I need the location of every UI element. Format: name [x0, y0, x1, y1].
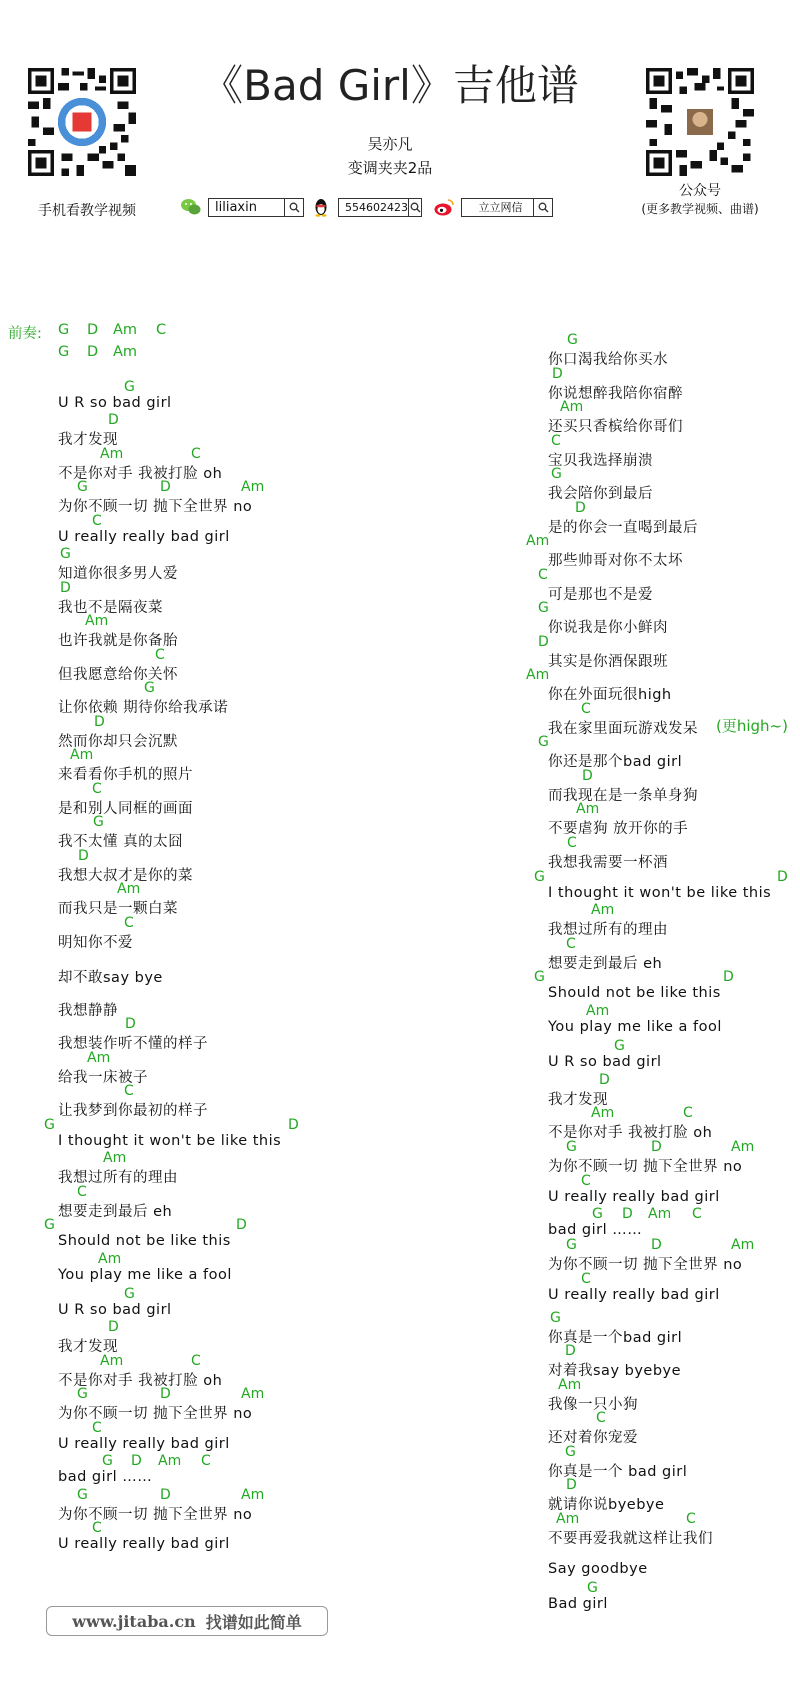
chord-label: C	[201, 1453, 211, 1469]
chord-label: C	[538, 567, 548, 583]
site-badge[interactable]	[46, 1606, 328, 1636]
capo-note: 变调夹夹2品	[347, 159, 433, 177]
chord-label: D	[60, 580, 71, 596]
chord-label: Am	[70, 747, 94, 763]
chord-label: Am	[591, 1105, 615, 1121]
weibo-contact	[433, 197, 553, 217]
lyric-line: 你说我是你小鲜肉	[548, 620, 668, 636]
lyric-line: 你还是那个bad girl	[548, 754, 683, 770]
lyric-line: 不要再爱我就这样让我们	[548, 1531, 713, 1547]
lyric-line: 是的你会一直喝到最后	[548, 520, 698, 536]
qr-code-left[interactable]	[28, 68, 136, 176]
chord-label: Am	[556, 1511, 580, 1527]
qq-id: 554602423	[345, 200, 408, 214]
qr-code-right[interactable]	[646, 68, 754, 176]
chord-label: G	[550, 1310, 561, 1326]
chord-label: C	[692, 1206, 702, 1222]
lyric-line: 那些帅哥对你不太坏	[548, 553, 683, 569]
lyric-line: 想要走到最后 eh	[58, 1204, 173, 1220]
intro-chord: C	[156, 322, 167, 338]
lyric-line: bad girl ……	[548, 1222, 643, 1238]
lyric-line: 然而你却只会沉默	[58, 734, 178, 750]
chord-label: Am	[558, 1377, 582, 1393]
chord-label: D	[565, 1343, 576, 1359]
chord-label: D	[131, 1453, 142, 1469]
lyric-line: 我在家里面玩游戏发呆	[548, 721, 698, 737]
lyric-line: 你真是一个 bad girl	[548, 1464, 688, 1480]
chord-label: Am	[731, 1139, 755, 1155]
artist-name: 吴亦凡	[367, 135, 413, 153]
chord-label: D	[566, 1477, 577, 1493]
chord-label: Am	[731, 1237, 755, 1253]
chord-label: Am	[560, 399, 584, 415]
chord-label: C	[683, 1105, 693, 1121]
chord-label: D	[125, 1016, 136, 1032]
chord-label: D	[94, 714, 105, 730]
chord-label: D	[160, 1386, 171, 1402]
chord-label: C	[124, 915, 134, 931]
lyric-line: U really really bad girl	[548, 1287, 720, 1303]
chord-label: C	[567, 835, 577, 851]
weibo-id-box[interactable]	[461, 198, 553, 217]
chord-label: D	[582, 768, 593, 784]
wechat-id-box[interactable]	[208, 198, 304, 217]
lyric-line: 但我愿意给你关怀	[58, 667, 178, 683]
chord-label: G	[565, 1444, 576, 1460]
chord-label: D	[651, 1139, 662, 1155]
lyric-line: 也许我就是你备胎	[58, 633, 178, 649]
qq-penguin-icon	[310, 197, 332, 217]
lyric-line: Bad girl	[548, 1596, 608, 1612]
lyric-line: U R so bad girl	[58, 395, 172, 411]
lyric-line: 我会陪你到最后	[548, 486, 653, 502]
lyric-line: 却不敢say bye	[58, 970, 163, 986]
lyric-line: 我才发现	[58, 432, 118, 448]
lyric-line: 其实是你酒保跟班	[548, 654, 668, 670]
chord-label: G	[102, 1453, 113, 1469]
lyric-line: 来看看你手机的照片	[58, 767, 193, 783]
lyric-line: Should not be like this	[58, 1233, 231, 1249]
chord-label: Am	[241, 1487, 265, 1503]
lyric-line: 为你不顾一切 抛下全世界 no	[58, 1406, 253, 1422]
lyric-line: U really really bad girl	[58, 1436, 230, 1452]
lyric-line: 而我只是一颗白菜	[58, 901, 178, 917]
lyric-line: 我想大叔才是你的菜	[58, 868, 193, 884]
chord-label: C	[92, 781, 102, 797]
chord-label: Am	[100, 446, 124, 462]
chord-label: C	[155, 647, 165, 663]
chord-label: C	[92, 1420, 102, 1436]
chord-label: D	[236, 1217, 247, 1233]
lyric-line: 我想静静	[58, 1003, 118, 1019]
chord-label: C	[596, 1410, 606, 1426]
lyric-line: 为你不顾一切 抛下全世界 no	[548, 1159, 743, 1175]
lyric-line: 我才发现	[58, 1339, 118, 1355]
lyric-line: 我想装作听不懂的样子	[58, 1036, 208, 1052]
qq-id-box[interactable]	[338, 198, 422, 217]
lyric-line: 可是那也不是爱	[548, 587, 653, 603]
lyric-line: bad girl ……	[58, 1469, 153, 1485]
chord-label: G	[77, 1386, 88, 1402]
weibo-icon	[433, 197, 455, 217]
lyric-line: 不是你对手 我被打脸 oh	[548, 1125, 713, 1141]
chord-label: G	[93, 814, 104, 830]
lyric-line: 还对着你宠爱	[548, 1430, 638, 1446]
intro-chord: G	[58, 322, 70, 338]
chord-label: C	[581, 1271, 591, 1287]
lyric-line: I thought it won't be like this	[548, 885, 772, 901]
chord-label: C	[191, 1353, 201, 1369]
lyric-line: 我才发现	[548, 1092, 608, 1108]
lyric-line: You play me like a fool	[548, 1019, 722, 1035]
wechat-contact	[180, 197, 304, 217]
chord-label: G	[60, 546, 71, 562]
chord-label: Am	[586, 1003, 610, 1019]
qq-contact	[310, 197, 422, 217]
intro-chord: D	[87, 344, 99, 360]
chord-label: D	[599, 1072, 610, 1088]
chord-label: G	[566, 1139, 577, 1155]
chord-label: Am	[591, 902, 615, 918]
lyric-line: 我想过所有的理由	[548, 922, 668, 938]
lyric-line: 对着我say byebye	[548, 1363, 682, 1379]
chord-label: D	[777, 869, 788, 885]
chord-label: C	[92, 1520, 102, 1536]
chord-label: Am	[158, 1453, 182, 1469]
chord-label: D	[288, 1117, 299, 1133]
lyric-line: U really really bad girl	[58, 529, 230, 545]
search-icon	[533, 199, 552, 216]
lyric-line: 不是你对手 我被打脸 oh	[58, 466, 223, 482]
chord-label: Am	[648, 1206, 672, 1222]
lyric-line: 不是你对手 我被打脸 oh	[58, 1373, 223, 1389]
chord-label: G	[567, 332, 578, 348]
chord-label: D	[160, 1487, 171, 1503]
chord-label: G	[44, 1217, 55, 1233]
lyric-line: 我想过所有的理由	[58, 1170, 178, 1186]
chord-label: C	[686, 1511, 696, 1527]
chord-label: C	[581, 1173, 591, 1189]
chord-label: D	[552, 366, 563, 382]
chord-label: C	[92, 513, 102, 529]
search-icon	[408, 199, 421, 216]
chord-label: C	[191, 446, 201, 462]
lyric-line: You play me like a fool	[58, 1267, 232, 1283]
lyric-line: 宝贝我选择崩溃	[548, 453, 653, 469]
left-qr-caption: 手机看教学视频	[38, 203, 136, 219]
chord-label: G	[551, 466, 562, 482]
chord-label: C	[77, 1184, 87, 1200]
chord-label: G	[124, 379, 135, 395]
high-note: (更high~)	[716, 717, 788, 735]
intro-chord: G	[58, 344, 70, 360]
lyric-line: 你说想醉我陪你宿醉	[548, 386, 683, 402]
chord-label: C	[581, 701, 591, 717]
chord-label: D	[160, 479, 171, 495]
chord-label: D	[538, 634, 549, 650]
chord-label: D	[78, 848, 89, 864]
chord-label: Am	[241, 1386, 265, 1402]
lyric-line: U really really bad girl	[548, 1189, 720, 1205]
lyric-line: 你口渴我给你买水	[548, 352, 668, 368]
chord-label: D	[575, 500, 586, 516]
lyric-line: 我像一只小狗	[548, 1397, 638, 1413]
chord-label: G	[124, 1286, 135, 1302]
lyric-line: 让我梦到你最初的样子	[58, 1103, 208, 1119]
search-icon	[284, 199, 303, 216]
intro-chord: Am	[113, 322, 138, 338]
lyric-line: 还买只香槟给你哥们	[548, 419, 683, 435]
lyric-line: 为你不顾一切 抛下全世界 no	[548, 1257, 743, 1273]
chord-label: G	[77, 479, 88, 495]
weibo-id: 立立网信	[478, 201, 523, 214]
lyric-line: 你在外面玩很high	[548, 687, 672, 703]
chord-label: Am	[117, 881, 141, 897]
chord-label: G	[538, 734, 549, 750]
chord-label: G	[587, 1580, 598, 1596]
chord-label: G	[538, 600, 549, 616]
right-qr-caption-sub: (更多教学视频、曲谱)	[641, 202, 759, 216]
lyric-line: 我想我需要一杯酒	[548, 855, 668, 871]
site-slogan: 找谱如此简单	[205, 1612, 302, 1632]
chord-label: G	[44, 1117, 55, 1133]
lyric-line: 为你不顾一切 抛下全世界 no	[58, 499, 253, 515]
chord-label: G	[77, 1487, 88, 1503]
lyric-line: 就请你说byebye	[548, 1497, 665, 1513]
lyric-line: 让你依赖 期待你给我承诺	[58, 700, 229, 716]
wechat-icon	[180, 197, 202, 217]
chord-label: Am	[100, 1353, 124, 1369]
lyric-line: 是和别人同框的画面	[58, 801, 193, 817]
chord-label: G	[534, 869, 545, 885]
lyric-line: 明知你不爱	[58, 935, 133, 951]
right-qr-caption-main: 公众号	[679, 183, 721, 199]
chord-label: Am	[87, 1050, 111, 1066]
lyric-line: 给我一床被子	[58, 1070, 148, 1086]
lyric-line: 想要走到最后 eh	[548, 956, 663, 972]
chord-label: Am	[526, 667, 550, 683]
chord-label: G	[534, 969, 545, 985]
song-title: 《Bad Girl》吉他谱	[201, 61, 579, 110]
lyric-line: U really really bad girl	[58, 1536, 230, 1552]
chord-label: Am	[576, 801, 600, 817]
chord-label: C	[124, 1083, 134, 1099]
chord-label: G	[144, 680, 155, 696]
lyric-line: U R so bad girl	[58, 1302, 172, 1318]
lyric-line: 知道你很多男人爱	[58, 566, 178, 582]
chord-label: G	[566, 1237, 577, 1253]
chord-label: D	[651, 1237, 662, 1253]
lyric-line: 而我现在是一条单身狗	[548, 788, 698, 804]
right-qr-caption	[620, 182, 780, 218]
chord-label: D	[108, 412, 119, 428]
chord-label: Am	[85, 613, 109, 629]
lyric-line: 你真是一个bad girl	[548, 1330, 683, 1346]
wechat-id: liliaxin	[215, 199, 257, 215]
chord-label: G	[592, 1206, 603, 1222]
lyric-line: 我不太懂 真的太囧	[58, 834, 184, 850]
intro-label: 前奏:	[8, 326, 42, 342]
intro-chord: Am	[113, 344, 138, 360]
lyric-line: 不要虐狗 放开你的手	[548, 821, 689, 837]
chord-label: D	[108, 1319, 119, 1335]
lyric-line: U R so bad girl	[548, 1054, 662, 1070]
chord-label: C	[566, 936, 576, 952]
lyric-line: I thought it won't be like this	[58, 1133, 282, 1149]
chord-label: Am	[526, 533, 550, 549]
intro-chord: D	[87, 322, 99, 338]
chord-label: C	[551, 433, 561, 449]
chord-label: D	[723, 969, 734, 985]
chord-label: Am	[98, 1251, 122, 1267]
lyric-line: 为你不顾一切 抛下全世界 no	[58, 1507, 253, 1523]
chord-label: D	[622, 1206, 633, 1222]
chord-label: Am	[103, 1150, 127, 1166]
lyric-line: Say goodbye	[548, 1561, 648, 1577]
lyric-line: Should not be like this	[548, 985, 721, 1001]
site-url: www.jitaba.cn	[72, 1611, 196, 1631]
chord-label: G	[614, 1038, 625, 1054]
lyric-line: 我也不是隔夜菜	[58, 600, 163, 616]
chord-label: Am	[241, 479, 265, 495]
